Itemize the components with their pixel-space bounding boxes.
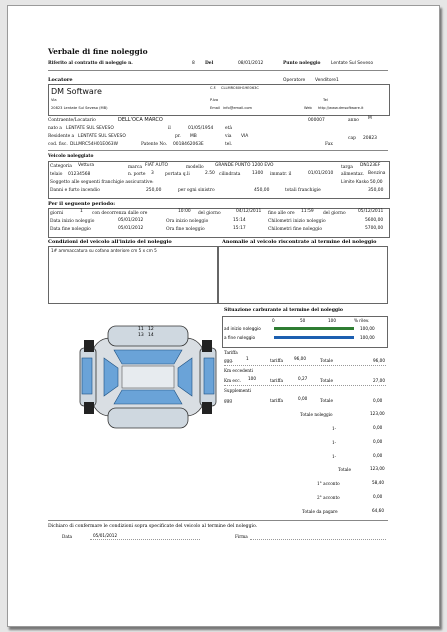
lessor-web: http://www.dmsoftware.it: [318, 106, 364, 110]
to-time: 11:59: [301, 209, 314, 214]
born-place: LENTATE SUL SEVESO: [66, 126, 114, 131]
from-time: 10:00: [178, 209, 191, 214]
lessor-cap-city: 20823 Lentate Sul Seveso (MB): [51, 106, 108, 110]
summary-extra1-label: 1-: [332, 426, 337, 431]
capacity-label: portata q.li: [165, 172, 190, 177]
category: Vettura: [78, 163, 95, 168]
days: 1: [80, 209, 83, 214]
header-rule: [48, 70, 388, 71]
lessor-email: info@email.com: [223, 106, 253, 110]
contract-label: Riferito al contratto di noleggio n.: [48, 61, 133, 66]
damage-value: 250,00: [146, 188, 162, 193]
kasko-label: Limite Kasko: [341, 180, 369, 185]
plate-label: targa: [341, 165, 353, 170]
tenant-label: Contraente/Locatario: [48, 118, 96, 123]
fuel-scale-50: 50: [300, 318, 306, 323]
to-day-label: del giorno: [323, 211, 346, 216]
summary-extra1: 0,00: [373, 425, 383, 430]
km-excess-title: Km eccedenti: [224, 368, 253, 373]
lessor-company: DM Software: [51, 87, 102, 96]
displacement-label: cilindrata: [219, 172, 241, 177]
supplements-title: Supplementi: [224, 388, 251, 393]
car-mark-11: 11: [138, 327, 144, 332]
footer-date-label: Data: [62, 534, 73, 539]
fuel-start-value: 100,00: [360, 326, 375, 331]
damage-label: Danni e furto incendio: [50, 188, 100, 193]
plate: DN123EF: [360, 163, 381, 168]
contract-number: 8: [192, 61, 195, 66]
tenant-name: DELL'OCA MARCO: [118, 117, 163, 123]
tariff-days: 1: [246, 356, 249, 361]
registration-date: 01/01/2010: [308, 171, 334, 176]
summary-deposit1: 58,40: [372, 480, 384, 485]
tariff-total-label: Totale: [320, 358, 333, 363]
age-label: età: [225, 126, 232, 131]
street-label: via: [225, 134, 232, 139]
tenant-rule: [48, 150, 388, 151]
supplements-rate-label: tariffa: [270, 398, 283, 403]
brand: FIAT AUTO: [145, 163, 168, 168]
fuel-title: Situazione carburante al termine del noleggio: [224, 308, 343, 313]
summary-extra3: 0,00: [373, 453, 383, 458]
km-excess: 100: [248, 376, 256, 381]
pickup-label: Punto noleggio: [283, 61, 321, 66]
tariff-title: Tariffa: [224, 350, 238, 355]
tariff-days-label: ggg.: [224, 358, 234, 363]
km-excess-label: Km ecc.: [224, 378, 241, 383]
doors-label: n. porte: [128, 172, 146, 177]
summary-extra2-label: 1-: [332, 440, 337, 445]
summary-extra3-label: 1-: [332, 454, 337, 459]
footer-rule: [48, 520, 388, 521]
fuel-end-bar: [274, 336, 354, 339]
supplements-days-label: ggg: [224, 398, 233, 403]
start-condition-box: [48, 246, 218, 304]
supplements-rate: 0,00: [298, 396, 308, 401]
tenant-anno: M: [368, 116, 372, 121]
phone-label: tel.: [225, 142, 233, 147]
model-label: modello: [186, 165, 204, 170]
signature-label: Firma: [235, 534, 248, 539]
signature-line: [250, 539, 386, 540]
category-label: Categoria: [50, 164, 72, 169]
date-label: Del: [205, 61, 214, 66]
end-km: 5700,00: [365, 226, 384, 231]
km-total-label: Totale: [320, 378, 333, 383]
start-date: 05/01/2012: [118, 218, 144, 223]
end-date: 05/01/2012: [118, 226, 144, 231]
start-date-label: Data inizio noleggio: [50, 219, 95, 224]
brand-label: marca: [128, 165, 142, 170]
km-separator: [224, 385, 386, 386]
footer-date: 05/01/2012: [93, 533, 118, 538]
start-km: 5600,00: [365, 218, 384, 223]
fuel-start-bar: [274, 327, 354, 330]
from-day: 04/12/2011: [236, 209, 262, 214]
to-day: 05/12/2011: [358, 209, 384, 214]
summary-deposit2: 0,00: [373, 494, 383, 499]
summary-to-pay: 64,60: [372, 508, 384, 513]
lessor-cf-label: C.F.: [210, 86, 217, 90]
km-rate-label: tariffa: [270, 378, 283, 383]
cap-value: 20823: [363, 136, 377, 141]
car-mark-14: 14: [148, 333, 154, 338]
tariff-total: 96,00: [373, 358, 385, 363]
fax-label: Fax: [325, 142, 333, 147]
deductible-value: 350,00: [368, 188, 384, 193]
lessor-email-label: Email: [210, 106, 220, 110]
declaration-text: Dichiaro di confermare le condizioni sopra specificate del veicolo al termine del noleggio.: [48, 524, 258, 529]
license-label: Patente No.: [141, 142, 168, 147]
lessor-section-title: Locatore: [48, 77, 73, 83]
supplements-total: 0,00: [373, 398, 383, 403]
registration-label: immatr. il: [270, 172, 292, 177]
fuel-type: Benzina: [368, 171, 386, 176]
start-km-label: Chilometri inizio noleggio: [268, 219, 326, 224]
summary-deposit2-label: 2° acconto: [317, 495, 340, 500]
start-time: 15:14: [233, 218, 246, 223]
pickup-location: Lentate Sul Seveso: [331, 61, 374, 66]
end-time-label: Ora fine noleggio: [166, 227, 205, 232]
end-km-label: Chilometri fine noleggio: [268, 227, 322, 232]
start-condition-title: Condizioni del veicolo all'inizio del noleggio: [48, 239, 172, 245]
summary-extra2: 0,00: [373, 439, 383, 444]
end-condition-box: [218, 246, 388, 304]
born-label: nato a: [48, 126, 62, 131]
license-number: 0018462063E: [173, 142, 204, 147]
tariff-rate-label: tariffa: [270, 358, 283, 363]
lessor-web-label: Web: [304, 106, 312, 110]
tax-code-label: cod. fisc.: [48, 142, 68, 147]
residence-city: LENTATE SUL SEVESO: [78, 134, 126, 139]
province: MB: [190, 134, 197, 139]
km-total: 27,00: [373, 378, 385, 383]
footer-date-line: [90, 539, 200, 540]
tariff-separator: [224, 365, 386, 366]
lessor-piva-label: P.Iva: [210, 98, 219, 102]
claim-value: 450,00: [254, 188, 270, 193]
document-title: Verbale di fine noleggio: [48, 47, 148, 56]
fuel-scale-0: 0: [272, 318, 275, 323]
claim-label: per ogni sinistro: [178, 188, 215, 193]
end-date-label: Data fine noleggio: [50, 227, 91, 232]
displacement: 1300: [252, 171, 264, 176]
tariff-rate: 96,00: [294, 356, 306, 361]
fuel-start-label: ad inizio noleggio: [224, 326, 261, 331]
summary-total-rental-label: Totale noleggio: [300, 412, 333, 417]
kasko-value: 50,00: [370, 180, 383, 185]
doors: 3: [151, 171, 154, 176]
fuel-end-value: 100,00: [360, 335, 375, 340]
end-condition-title: Anomalie al veicolo riscontrate al termine del noleggio: [222, 239, 377, 245]
lessor-via-label: Via: [51, 98, 57, 102]
car-mark-12: 12: [148, 327, 154, 332]
fuel-type-label: alimentaz.: [341, 172, 365, 177]
period-section-title: Per il seguente periodo:: [48, 201, 116, 207]
born-date: 01/05/1954: [188, 126, 214, 131]
fuel-scale-100: 100: [328, 318, 336, 323]
operator-name: Venditore1: [315, 78, 339, 83]
end-time: 15:17: [233, 226, 246, 231]
tax-code: DLLMRC54H01E063W: [70, 142, 118, 147]
cap-label: cap: [348, 136, 356, 141]
province-label: pr.: [175, 134, 181, 139]
tenant-anno-label: anno: [348, 118, 359, 123]
model: GRANDE PUNTO 1200 EVO: [215, 163, 274, 168]
supplements-total-label: Totale: [320, 398, 333, 403]
lessor-tel-label: Tel: [323, 98, 328, 102]
summary-total-rental: 123,00: [370, 411, 385, 416]
summary-total: 123,00: [370, 466, 385, 471]
fuel-end-label: a fine noleggio: [224, 335, 256, 340]
from-time-label: con decorrenza dalle ore: [92, 211, 148, 216]
car-mark-13: 13: [138, 333, 144, 338]
lessor-cf: CLLMRC60H19E063C: [221, 86, 259, 90]
vehicle-section-title: Veicolo noleggiato: [48, 154, 94, 159]
operator-label: Operatore: [283, 78, 306, 83]
days-label: giorni: [50, 211, 64, 216]
start-time-label: Ora inizio noleggio: [166, 219, 209, 224]
born-date-label: il: [168, 126, 171, 131]
summary-total-label: Totale: [338, 467, 351, 472]
car-damage-diagram: [78, 318, 218, 438]
deductible-label: totali franchigie: [285, 188, 321, 193]
fuel-scale-unit: % rilev.: [354, 318, 370, 323]
document-page: [7, 5, 440, 627]
capacity: 2.50: [205, 171, 215, 176]
tenant-code: 000007: [308, 118, 325, 123]
start-condition-text: 1# ammaccatura su cofano anteriore cm 5 x cm 5: [51, 248, 157, 253]
to-time-label: fino alle ore: [268, 211, 295, 216]
chassis: 01234568: [68, 172, 91, 177]
summary-deposit1-label: 1° acconto: [317, 481, 340, 486]
residence-label: Residente a: [48, 134, 75, 139]
summary-to-pay-label: Totale da pagare: [302, 509, 338, 514]
from-day-label: del giorno: [198, 211, 221, 216]
street: VIA: [241, 134, 249, 139]
km-rate: 0,27: [298, 376, 308, 381]
contract-date: 08/01/2012: [238, 61, 264, 66]
insurance-label: Soggetto alle seguenti franchigie assicurative:: [50, 180, 154, 185]
chassis-label: telaio: [50, 172, 63, 177]
